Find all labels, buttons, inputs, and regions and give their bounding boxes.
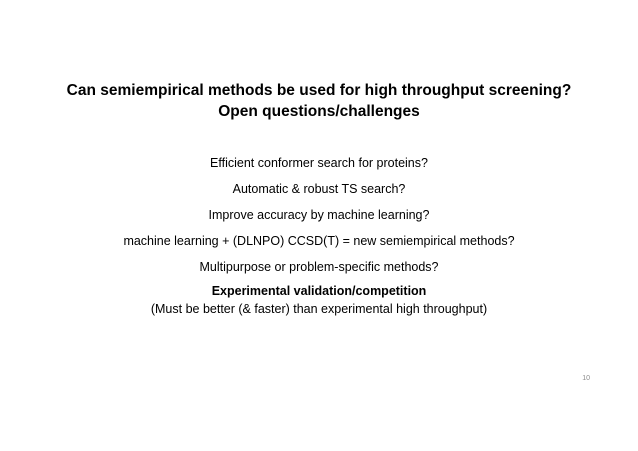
question-new-semiempirical-methods: machine learning + (DLNPO) CCSD(T) = new semiempirical methods? <box>123 234 515 248</box>
question-multipurpose-methods: Multipurpose or problem-specific methods? <box>199 260 439 274</box>
experimental-validation-heading: Experimental validation/competition <box>211 284 427 298</box>
page-number: 10 <box>582 375 590 382</box>
question-machine-learning-accuracy: Improve accuracy by machine learning? <box>208 208 430 222</box>
question-ts-search: Automatic & robust TS search? <box>232 182 406 196</box>
slide-title-line-1: Can semiempirical methods be used for high throughput screening? <box>66 82 572 99</box>
question-conformer-search: Efficient conformer search for proteins? <box>210 156 428 170</box>
slide-title-line-2: Open questions/challenges <box>218 103 420 120</box>
experimental-validation-note: (Must be better (& faster) than experimental high throughput) <box>150 302 488 316</box>
